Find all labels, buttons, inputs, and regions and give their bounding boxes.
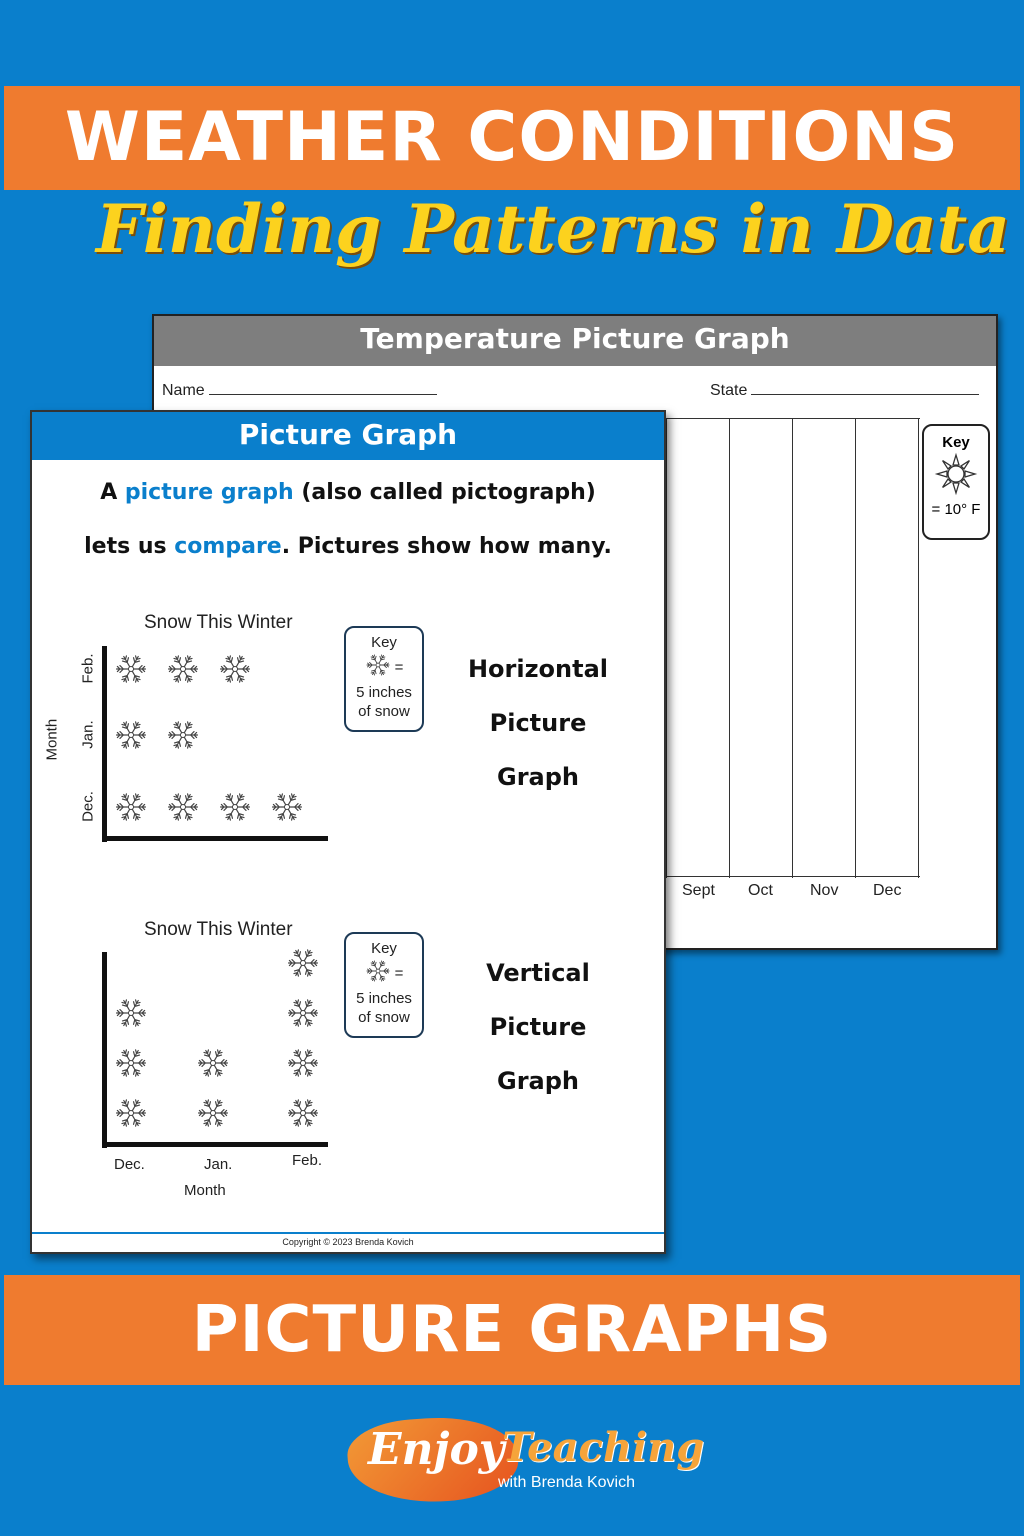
snowflake-icon [218,652,252,686]
horizontal-graph-title: Snow This Winter [144,612,293,633]
name-field [162,380,437,400]
intro-highlight: picture graph [124,480,294,505]
state-field [710,380,979,400]
column-divider [666,418,667,878]
intro-text: (also called pictograph) [293,480,596,505]
copyright: Copyright © 2023 Brenda Kovich [282,1237,414,1247]
graph-baseline [666,876,920,877]
snowflake-icon [286,1096,320,1130]
temperature-worksheet-title: Temperature Picture Graph [154,316,996,366]
column-label-jan: Jan. [204,1156,233,1173]
horizontal-graph-y-axis [102,646,107,842]
snowflake-icon [218,790,252,824]
subtitle: Finding Patterns in Data [95,190,1010,268]
key-line-1: 5 inches [356,990,412,1007]
intro-highlight: compare [174,534,282,559]
column-label-dec: Dec. [114,1156,145,1173]
name-line [209,380,437,395]
snowflake-icon [166,790,200,824]
snowflake-icon [114,996,148,1030]
horizontal-graph-key [344,626,424,732]
snowflake-icon [365,958,391,989]
vertical-graph-y-axis [102,952,107,1148]
row-label-feb: Feb. [79,653,97,684]
logo-enjoy: Enjoy [368,1424,505,1475]
month-label-sept: Sept [682,882,715,899]
snowflake-icon [114,1096,148,1130]
intro-text: A [100,480,125,505]
key-title: Key [371,634,397,651]
column-label-feb: Feb. [292,1152,323,1169]
month-label-nov: Nov [810,882,839,899]
snowflake-icon [166,652,200,686]
snowflake-icon [286,1046,320,1080]
enjoy-teaching-logo [340,1410,705,1510]
graph-topline [666,418,920,419]
sun-icon [933,451,979,497]
column-divider [729,418,730,878]
side-label-line: Vertical [486,959,590,987]
snowflake-icon [166,718,200,752]
snowflake-icon [270,790,304,824]
key-title: Key [942,434,970,451]
bottom-banner: PICTURE GRAPHS [4,1275,1020,1385]
column-divider [792,418,793,878]
horizontal-graph-side-label [438,642,638,804]
intro-line-1 [32,480,664,505]
snowflake-icon [286,946,320,980]
snowflake-icon [196,1096,230,1130]
vertical-graph-axis-label: Month [184,1182,226,1199]
vertical-graph-side-label [438,946,638,1108]
name-label: Name [162,382,205,399]
logo-teaching: Teaching [502,1424,705,1471]
side-label-line: Graph [497,763,579,791]
key-title: Key [371,940,397,957]
intro-text: lets us [84,534,175,559]
snowflake-icon [114,790,148,824]
column-divider [918,418,919,878]
key-value: = 10° F [931,501,981,518]
side-label-line: Picture [489,1013,587,1041]
snowflake-icon [365,652,391,683]
key-line-2: of snow [358,1009,410,1026]
logo-with: with Brenda Kovich [498,1474,635,1491]
intro-text: . Pictures show how many. [281,534,612,559]
month-label-dec: Dec [873,882,902,899]
snowflake-icon [286,996,320,1030]
snowflake-icon [114,718,148,752]
picture-graph-worksheet [30,410,666,1254]
side-label-line: Picture [489,709,587,737]
vertical-graph-title: Snow This Winter [144,919,293,940]
key-line-1: 5 inches [356,684,412,701]
picture-graph-title: Picture Graph [32,412,664,460]
vertical-graph-x-axis [102,1142,328,1147]
key-equals: = [394,965,404,982]
vertical-graph-key [344,932,424,1038]
intro-line-2 [32,534,664,559]
snowflake-icon [196,1046,230,1080]
footer-rule [32,1232,664,1234]
horizontal-graph-axis-label: Month [43,718,61,761]
state-label: State [710,382,748,399]
row-label-jan: Jan. [79,720,97,749]
column-divider [855,418,856,878]
state-line [751,380,979,395]
key-equals: = [394,659,404,676]
month-label-oct: Oct [748,882,773,899]
side-label-line: Horizontal [467,655,609,683]
key-line-2: of snow [358,703,410,720]
horizontal-graph-x-axis [102,836,328,841]
top-banner: WEATHER CONDITIONS [4,86,1020,190]
side-label-line: Graph [497,1067,579,1095]
temperature-key [922,424,990,540]
row-label-dec: Dec. [79,791,97,822]
snowflake-icon [114,652,148,686]
snowflake-icon [114,1046,148,1080]
